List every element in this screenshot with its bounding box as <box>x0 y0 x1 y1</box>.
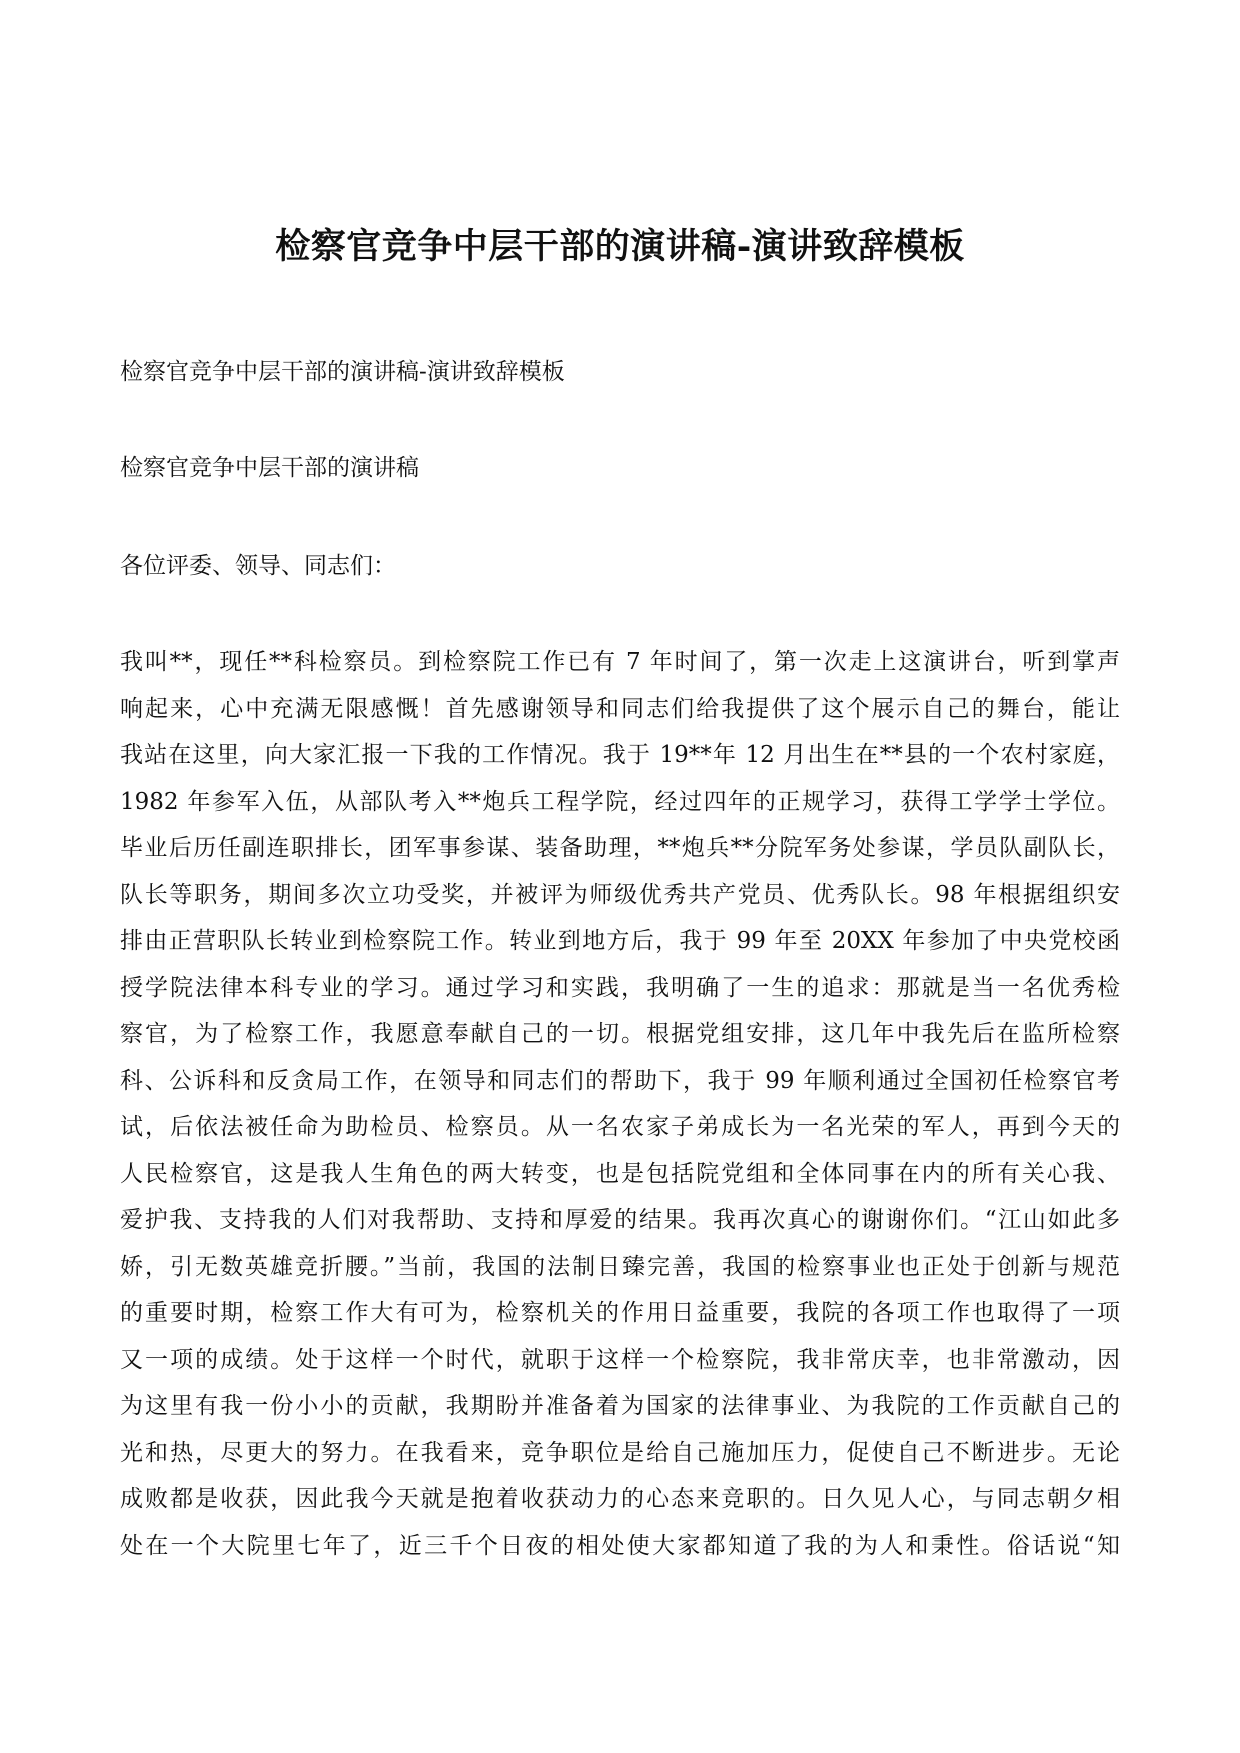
body-line: 1982 年参军入伍，从部队考入**炮兵工程学院，经过四年的正规学习，获得工学学士学位。 <box>120 788 1120 815</box>
document-subtitle: 检察官竞争中层干部的演讲稿-演讲致辞模板 <box>120 359 565 385</box>
speech-title: 检察官竞争中层干部的演讲稿 <box>120 455 419 481</box>
body-line: 我站在这里，向大家汇报一下我的工作情况。我于 19**年 12 月出生在**县的一个农村家庭， <box>120 742 1120 768</box>
document-title: 检察官竞争中层干部的演讲稿-演讲致辞模板 <box>275 226 965 267</box>
body-line: 科、公诉科和反贪局工作，在领导和同志们的帮助下，我于 99 年顺利通过全国初任检察官考 <box>120 1067 1120 1094</box>
body-line: 授学院法律本科专业的学习。通过学习和实践，我明确了一生的追求：那就是当一名优秀检 <box>120 974 1120 1001</box>
body-line: 响起来，心中充满无限感慨！首先感谢领导和同志们给我提供了这个展示自己的舞台，能让 <box>120 695 1120 722</box>
body-line: 娇，引无数英雄竞折腰。”当前，我国的法制日臻完善，我国的检察事业也正处于创新与规范 <box>120 1253 1120 1280</box>
speech-body <box>120 645 1120 1575</box>
body-line: 察官，为了检察工作，我愿意奉献自己的一切。根据党组安排，这几年中我先后在监所检察 <box>120 1021 1120 1047</box>
body-line: 我叫**，现任**科检察员。到检察院工作已有 7 年时间了，第一次走上这演讲台，听到掌声 <box>120 649 1120 675</box>
body-line: 处在一个大院里七年了，近三千个日夜的相处使大家都知道了我的为人和秉性。俗话说“知 <box>120 1532 1120 1559</box>
greeting-line: 各位评委、领导、同志们： <box>120 553 396 579</box>
body-line: 毕业后历任副连职排长，团军事参谋、装备助理，**炮兵**分院军务处参谋，学员队副队长， <box>120 835 1120 861</box>
body-line: 人民检察官，这是我人生角色的两大转变，也是包括院党组和全体同事在内的所有关心我、 <box>120 1160 1120 1187</box>
body-line: 爱护我、支持我的人们对我帮助、支持和厚爱的结果。我再次真心的谢谢你们。“江山如此多 <box>120 1207 1120 1233</box>
body-line: 排由正营职队长转业到检察院工作。转业到地方后，我于 99 年至 20XX 年参加了中央党校函 <box>120 928 1120 954</box>
body-line: 成败都是收获，因此我今天就是抱着收获动力的心态来竞职的。日久见人心，与同志朝夕相 <box>120 1486 1120 1512</box>
body-line: 队长等职务，期间多次立功受奖，并被评为师级优秀共产党员、优秀队长。98 年根据组织安 <box>120 881 1120 908</box>
body-line: 为这里有我一份小小的贡献，我期盼并准备着为国家的法律事业、为我院的工作贡献自己的 <box>120 1393 1120 1419</box>
body-line: 光和热，尽更大的努力。在我看来，竞争职位是给自己施加压力，促使自己不断进步。无论 <box>120 1439 1120 1466</box>
body-line: 的重要时期，检察工作大有可为，检察机关的作用日益重要，我院的各项工作也取得了一项 <box>120 1300 1120 1326</box>
body-line: 又一项的成绩。处于这样一个时代，就职于这样一个检察院，我非常庆幸，也非常激动，因 <box>120 1346 1120 1373</box>
body-line: 试，后依法被任命为助检员、检察员。从一名农家子弟成长为一名光荣的军人，再到今天的 <box>120 1114 1120 1140</box>
